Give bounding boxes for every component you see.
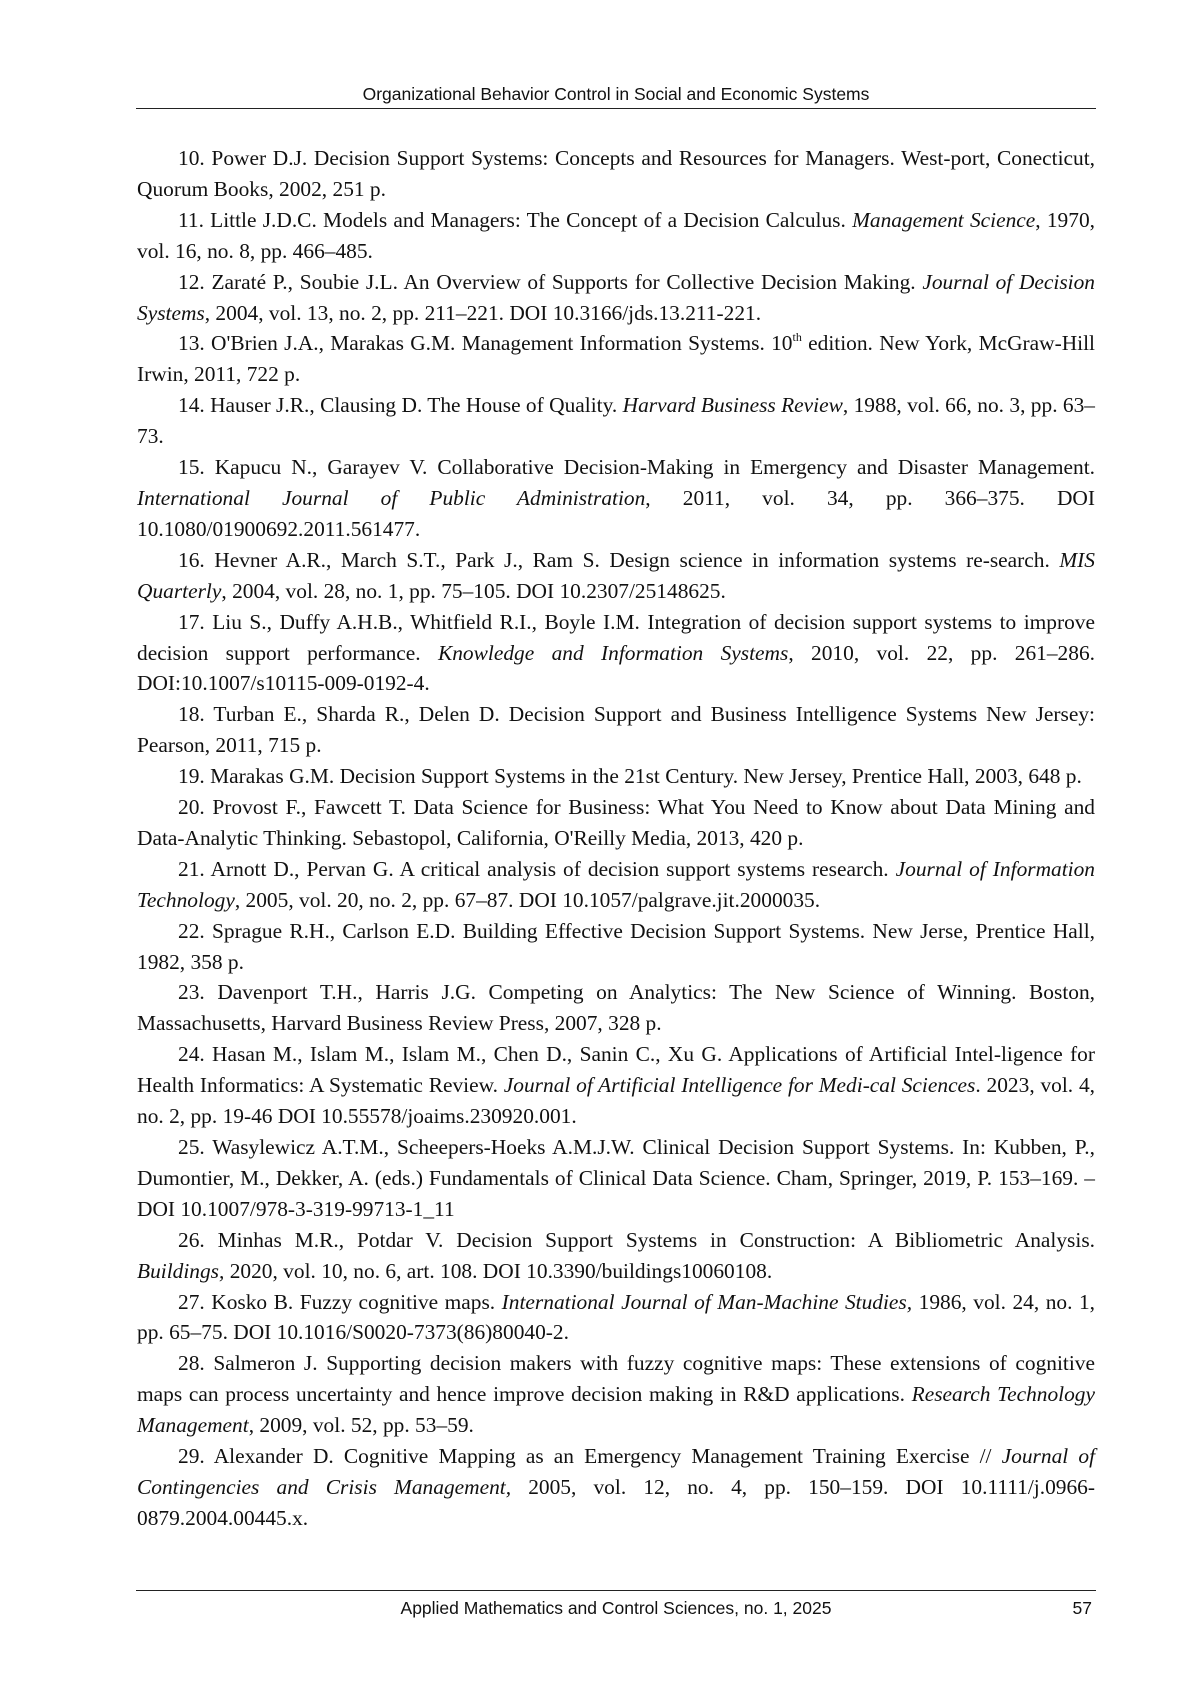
reference-text: , 2011, vol. 34, pp. 366–375. DOI 10.1080/01900692.2011.561477.	[137, 486, 1095, 541]
reference-source-title: International Journal of Man-Machine Studies,	[502, 1290, 912, 1314]
reference-text: 19. Marakas G.M. Decision Support Systems in the 21st Century. New Jersey, Prentice Hall, 2003, 648 p.	[178, 764, 1082, 788]
reference-text: 16. Hevner A.R., March S.T., Park J., Ram S. Design science in information systems re-search.	[178, 548, 1059, 572]
reference-text: 21. Arnott D., Pervan G. A critical analysis of decision support systems research.	[178, 857, 896, 881]
reference-text: 24. Hasan M., Islam M., Islam M., Chen D., Sanin C., Xu G. Applications of Artificial Intel-ligence for Health Informatics: A Systematic Review.	[137, 1042, 1095, 1097]
reference-text: . 2023, vol. 4, no. 2, pp. 19-46 DOI 10.55578/joaims.230920.001.	[137, 1073, 1095, 1128]
reference-item	[137, 1287, 1095, 1349]
reference-text: , 2009, vol. 52, pp. 53–59.	[249, 1413, 474, 1437]
reference-text: 14. Hauser J.R., Clausing D. The House of Quality.	[178, 393, 623, 417]
reference-text: edition. New York, McGraw-Hill Irwin, 2011, 722 p.	[137, 331, 1095, 386]
reference-source-title: Knowledge and Information Systems	[438, 641, 788, 665]
reference-item	[137, 699, 1095, 761]
reference-text: , 1988, vol. 66, no. 3, pp. 63–73.	[137, 393, 1095, 448]
reference-text: 26. Minhas M.R., Potdar V. Decision Support Systems in Construction: A Bibliometric Analysis.	[178, 1228, 1095, 1252]
reference-item	[137, 761, 1095, 792]
reference-text: 18. Turban E., Sharda R., Delen D. Decision Support and Business Intelligence Systems New Jersey: Pearson, 2011, 715 p.	[137, 702, 1095, 757]
reference-source-title: Buildings,	[137, 1259, 224, 1283]
reference-text: 10. Power D.J. Decision Support Systems: Concepts and Resources for Managers. West-port, Conecticut, Quorum Books, 2002, 251 p.	[137, 146, 1095, 201]
reference-text: th	[793, 330, 802, 344]
reference-text: 12. Zaraté P., Soubie J.L. An Overview of Supports for Collective Decision Making.	[178, 270, 922, 294]
reference-text: 28. Salmeron J. Supporting decision makers with fuzzy cognitive maps: These extensions of cognitive maps can process uncertainty and hence improve decision making in R&D applications.	[137, 1351, 1095, 1406]
reference-source-title: MIS Quarterly	[137, 548, 1095, 603]
reference-item	[137, 452, 1095, 545]
reference-source-title: Journal of Artificial Intelligence for Medi-cal Sciences	[504, 1073, 976, 1097]
page-number: 57	[1073, 1598, 1092, 1619]
reference-item	[137, 390, 1095, 452]
reference-item	[137, 607, 1095, 700]
running-header: Organizational Behavior Control in Social and Economic Systems	[136, 84, 1096, 105]
reference-text: , 2010, vol. 22, pp. 261–286. DOI:10.1007/s10115-009-0192-4.	[137, 641, 1095, 696]
header-rule	[136, 108, 1096, 109]
reference-text: 27. Kosko B. Fuzzy cognitive maps.	[178, 1290, 502, 1314]
footer-journal: Applied Mathematics and Control Sciences, no. 1, 2025	[136, 1598, 1096, 1619]
reference-text: 29. Alexander D. Cognitive Mapping as an Emergency Management Training Exercise //	[178, 1444, 1002, 1468]
reference-item	[137, 267, 1095, 329]
reference-source-title: International Journal of Public Administration	[137, 486, 645, 510]
reference-source-title: Journal of Contingencies and Crisis Management,	[137, 1444, 1095, 1499]
reference-text: 2005, vol. 12, no. 4, pp. 150–159. DOI 10.1111/j.0966-0879.2004.00445.x.	[137, 1475, 1095, 1530]
reference-text: 2020, vol. 10, no. 6, art. 108. DOI 10.3390/buildings10060108.	[224, 1259, 772, 1283]
reference-text: 22. Sprague R.H., Carlson E.D. Building Effective Decision Support Systems. New Jerse, Prentice Hall, 1982, 358 p.	[137, 919, 1095, 974]
reference-text: 13. O'Brien J.A., Marakas G.M. Management Information Systems. 10	[178, 331, 793, 355]
reference-source-title: Journal of Decision Systems	[137, 270, 1095, 325]
reference-item	[137, 792, 1095, 854]
reference-text: , 1970, vol. 16, no. 8, pp. 466–485.	[137, 208, 1095, 263]
reference-item	[137, 1225, 1095, 1287]
reference-source-title: Management Science	[852, 208, 1035, 232]
reference-item	[137, 916, 1095, 978]
reference-text: 15. Kapucu N., Garayev V. Collaborative Decision-Making in Emergency and Disaster Management.	[178, 455, 1095, 479]
reference-item	[137, 977, 1095, 1039]
reference-item	[137, 545, 1095, 607]
reference-item	[137, 854, 1095, 916]
reference-text: 25. Wasylewicz A.T.M., Scheepers-Hoeks A.M.J.W. Clinical Decision Support Systems. In: Kubben, P., Dumontier, M., Dekker, A. (eds.) Fundamentals of Clinical Data Science. Cham, Springer, 2019, P. 153–169. – DOI 10.1007/978-3-319-99713-1_11	[137, 1135, 1095, 1221]
reference-text: 1986, vol. 24, no. 1, pp. 65–75. DOI 10.1016/S0020-7373(86)80040-2.	[137, 1290, 1095, 1345]
reference-source-title: Research Technology Management	[137, 1382, 1095, 1437]
reference-text: 11. Little J.D.C. Models and Managers: The Concept of a Decision Calculus.	[178, 208, 852, 232]
reference-item	[137, 143, 1095, 205]
reference-source-title: Journal of Information Technology	[137, 857, 1095, 912]
footer-rule	[136, 1590, 1096, 1591]
reference-list	[137, 143, 1095, 1534]
reference-text: 20. Provost F., Fawcett T. Data Science for Business: What You Need to Know about Data Mining and Data-Analytic Thinking. Sebastopol, California, O'Reilly Media, 2013, 420 p.	[137, 795, 1095, 850]
reference-item	[137, 205, 1095, 267]
reference-item	[137, 1039, 1095, 1132]
reference-item	[137, 1348, 1095, 1441]
reference-item	[137, 1441, 1095, 1534]
reference-source-title: Harvard Business Review	[623, 393, 843, 417]
reference-text: , 2005, vol. 20, no. 2, pp. 67–87. DOI 10.1057/palgrave.jit.2000035.	[235, 888, 820, 912]
reference-item	[137, 328, 1095, 390]
reference-item	[137, 1132, 1095, 1225]
reference-text: 23. Davenport T.H., Harris J.G. Competing on Analytics: The New Science of Winning. Boston, Massachusetts, Harvard Business Review Press, 2007, 328 p.	[137, 980, 1095, 1035]
reference-text: , 2004, vol. 28, no. 1, pp. 75–105. DOI 10.2307/25148625.	[221, 579, 725, 603]
reference-text: 17. Liu S., Duffy A.H.B., Whitfield R.I., Boyle I.M. Integration of decision support systems to improve decision support performance.	[137, 610, 1095, 665]
reference-text: , 2004, vol. 13, no. 2, pp. 211–221. DOI 10.3166/jds.13.211-221.	[205, 301, 761, 325]
